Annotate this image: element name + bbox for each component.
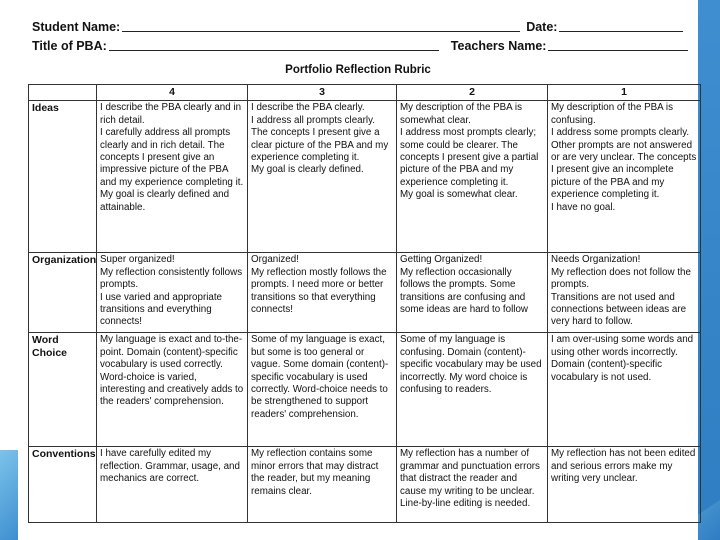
- rubric-cell-text: Organized!: [251, 254, 299, 266]
- rubric-title: Portfolio Reflection Rubric: [285, 64, 431, 76]
- rubric-cell-text: I describe the PBA clearly and in rich detail.: [100, 102, 242, 126]
- date-line[interactable]: [559, 18, 683, 32]
- rubric-cell-text: I address some prompts clearly. Other prompts are not answered or are very unclear. The concepts I present give an incomplete picture of the PBA and my experience completing it.: [551, 127, 697, 201]
- rubric-cell-text: I carefully address all prompts clearly and in rich detail. The concepts I present give an impressive picture of the PBA and my experience completing it. My goal is clearly defined and attainable.: [100, 127, 244, 213]
- rubric-cell-text: Some of my language is exact, but some is too general or vague. Some domain (content)-specific vocabulary is used correctly. Word-choice needs to be strengthened to support readers' comprehension.: [251, 334, 389, 420]
- slide-accent-left: [0, 450, 18, 540]
- category-label: Organization: [29, 253, 97, 333]
- rubric-cell-score-4: [97, 253, 248, 333]
- rubric-row-ideas: [29, 101, 701, 253]
- rubric-cell-score-4: [97, 333, 248, 447]
- rubric-row-word-choice: [29, 333, 701, 447]
- rubric-cell-score-2: [397, 101, 548, 253]
- rubric-cell-text: I have no goal.: [551, 201, 616, 213]
- rubric-cell-text: I address all prompts clearly. The concepts I present give a clear picture of the PBA and my experience completing it.: [251, 114, 389, 164]
- title-of-pba-line[interactable]: [109, 37, 439, 51]
- rubric-document: [18, 0, 698, 540]
- rubric-cell-score-4: [97, 447, 248, 523]
- rubric-cell-score-1: [548, 333, 701, 447]
- student-name-label: Student Name:: [32, 20, 121, 34]
- column-header-4: 4: [97, 85, 248, 101]
- rubric-cell-text: Line-by-line editing is needed.: [400, 498, 531, 510]
- rubric-cell-text: My reflection has a number of grammar and punctuation errors that distract the reader and cause my writing to be unclear.: [400, 448, 540, 497]
- category-label: Ideas: [29, 101, 97, 253]
- rubric-cell-text: I am over-using some words and using other words incorrectly. Domain (content)-specific vocabulary is not used.: [551, 334, 694, 383]
- rubric-cell-text: My reflection occasionally follows the prompts. Some transitions are confusing and some ideas are hard to follow: [400, 266, 528, 316]
- title-teacher-row: [32, 37, 694, 53]
- column-header-1: 1: [548, 85, 701, 101]
- category-label: Word Choice: [29, 333, 97, 447]
- rubric-cell-score-2: [397, 447, 548, 523]
- rubric-cell-text: Getting Organized!: [400, 254, 483, 266]
- rubric-cell-text: My reflection has not been edited and serious errors make my writing very unclear.: [551, 448, 696, 485]
- rubric-body: [29, 101, 701, 523]
- rubric-cell-score-3: [248, 447, 397, 523]
- rubric-cell-score-1: [548, 101, 701, 253]
- rubric-row-conventions: [29, 447, 701, 523]
- rubric-cell-text: My goal is clearly defined.: [251, 164, 364, 176]
- rubric-cell-score-3: [248, 101, 397, 253]
- rubric-cell-text: I have carefully edited my reflection. Grammar, usage, and mechanics are correct.: [100, 448, 240, 485]
- rubric-cell-text: My description of the PBA is somewhat clear.: [400, 102, 522, 126]
- rubric-cell-score-2: [397, 253, 548, 333]
- rubric-row-organization: [29, 253, 701, 333]
- rubric-cell-text: My description of the PBA is confusing.: [551, 102, 673, 126]
- rubric-cell-text: Transitions are not used and connections between ideas are very hard to follow.: [551, 291, 687, 328]
- rubric-cell-score-4: [97, 101, 248, 253]
- rubric-header-row: [29, 85, 701, 101]
- date-label: Date:: [526, 20, 558, 34]
- rubric-cell-score-2: [397, 333, 548, 447]
- rubric-cell-text: My goal is somewhat clear.: [400, 189, 518, 201]
- student-name-line[interactable]: [122, 18, 520, 32]
- slide-accent-right: [698, 0, 720, 540]
- rubric-cell-text: Some of my language is confusing. Domain (content)-specific vocabulary may be used incorrectly. My word choice is confusing to readers.: [400, 334, 542, 396]
- rubric-cell-text: My reflection consistently follows prompts.: [100, 266, 243, 291]
- rubric-cell-score-3: [248, 253, 397, 333]
- teachers-name-line[interactable]: [548, 37, 688, 51]
- rubric-cell-text: Super organized!: [100, 254, 175, 266]
- rubric-cell-text: I use varied and appropriate transitions and everything connects!: [100, 291, 222, 328]
- category-label: Conventions: [29, 447, 97, 523]
- title-of-pba-label: Title of PBA:: [32, 39, 107, 53]
- column-header-category: [29, 85, 97, 101]
- rubric-cell-text: My language is exact and to-the-point. Domain (content)-specific vocabulary is used correctly. Word-choice is varied, interesting and creatively adds to the readers' comprehension.: [100, 334, 244, 408]
- rubric-table: [28, 84, 701, 523]
- teachers-name-label: Teachers Name:: [450, 39, 547, 53]
- rubric-cell-text: My reflection mostly follows the prompts. I need more or better transitions so that everything connects!: [251, 266, 387, 316]
- column-header-3: 3: [248, 85, 397, 101]
- rubric-cell-score-1: [548, 447, 701, 523]
- rubric-cell-text: My reflection contains some minor errors that may distract the reader, but my meaning remains clear.: [251, 448, 379, 497]
- rubric-cell-text: I address most prompts clearly; some could be clearer. The concepts I present give a partial picture of the PBA and my experience completing it.: [400, 127, 539, 188]
- student-date-row: [32, 18, 689, 34]
- rubric-cell-score-3: [248, 333, 397, 447]
- rubric-cell-text: Needs Organization!: [551, 254, 641, 266]
- rubric-cell-text: I describe the PBA clearly.: [251, 102, 365, 114]
- column-header-2: 2: [397, 85, 548, 101]
- rubric-cell-score-1: [548, 253, 701, 333]
- rubric-cell-text: My reflection does not follow the prompts.: [551, 266, 691, 291]
